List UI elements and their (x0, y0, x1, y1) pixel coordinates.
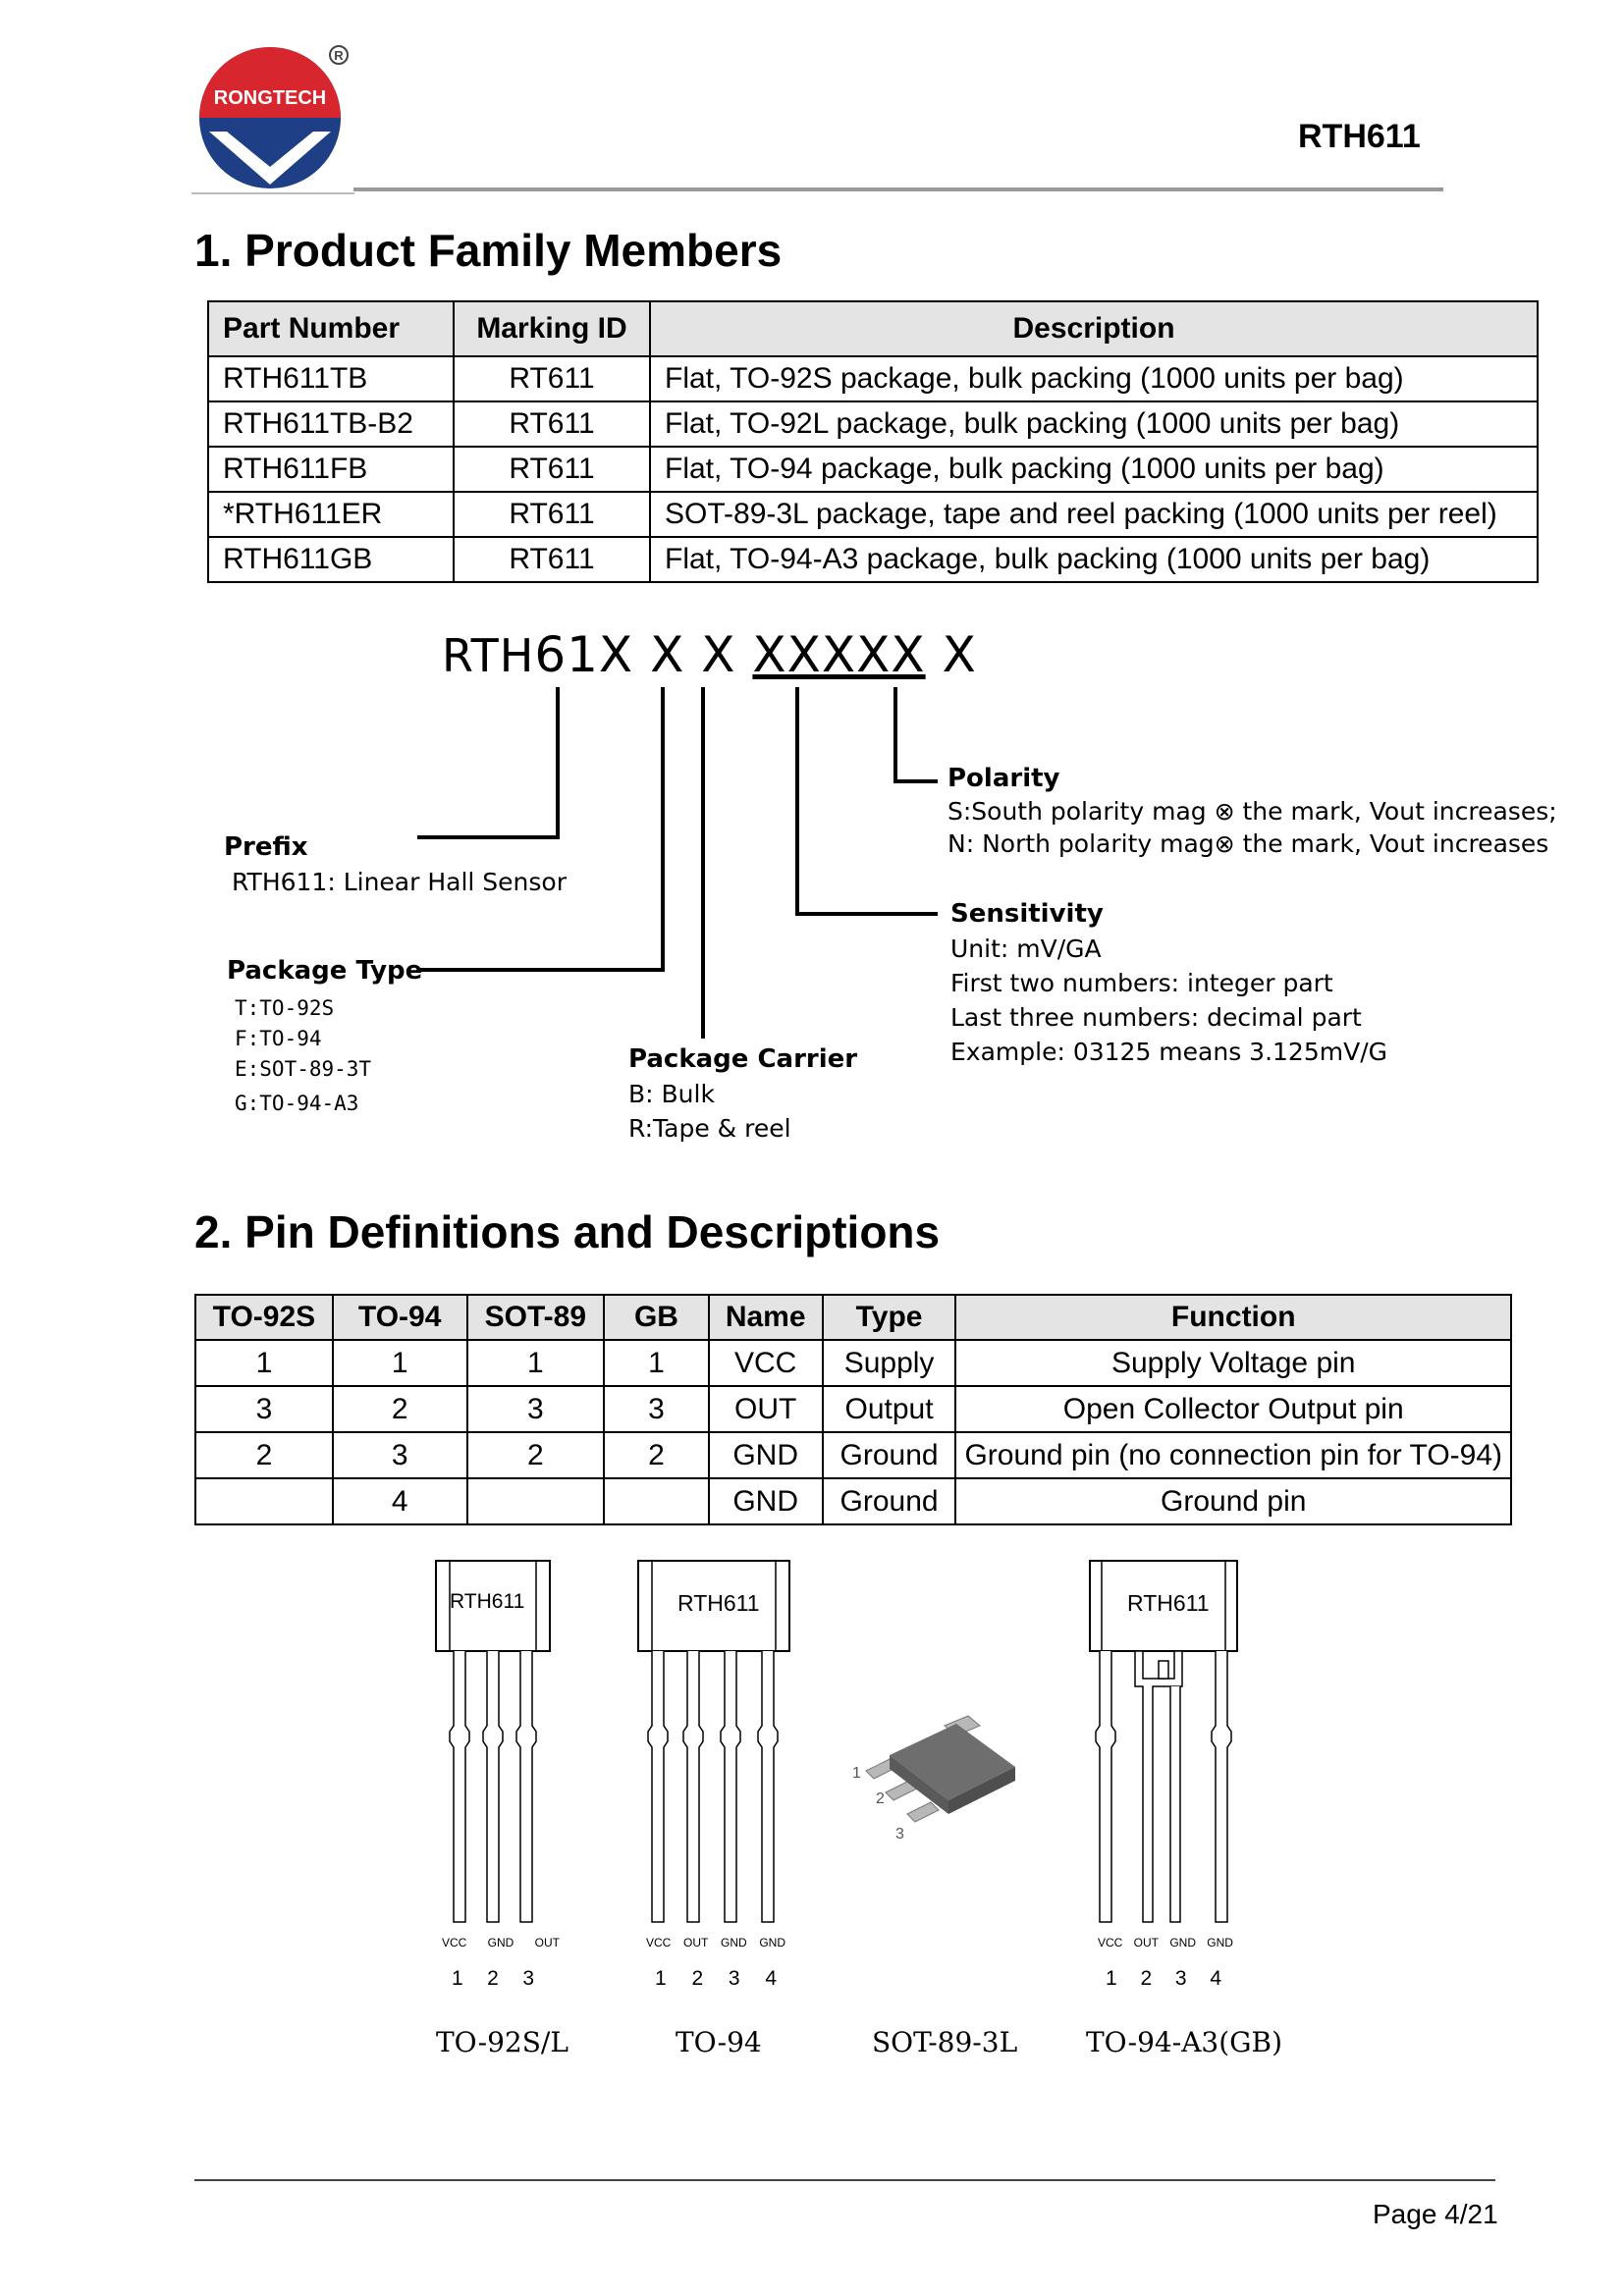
pin-gb: 2 (604, 1432, 709, 1478)
package-carrier-line: B: Bulk (628, 1080, 715, 1108)
pin-number: 2 (487, 1967, 499, 1990)
prefix-block (224, 832, 567, 896)
package-type-line: T:TO-92S (235, 996, 335, 1020)
package-pin-numbers (655, 1967, 777, 1991)
part-number: RTH611TB (208, 356, 454, 401)
package-type-title: Package Type (227, 956, 423, 986)
pin-name: GND (709, 1478, 823, 1524)
pin-gb: 3 (604, 1386, 709, 1432)
pin-label: VCC (442, 1936, 467, 1949)
polarity-block (947, 764, 1557, 858)
pin-to94: 2 (333, 1386, 467, 1432)
package-carrier-line: R:Tape & reel (628, 1114, 791, 1143)
pin-number: 1 (1106, 1967, 1117, 1990)
sensitivity-title: Sensitivity (950, 899, 1104, 929)
footer-divider (194, 2179, 1495, 2181)
pin-label: OUT (534, 1936, 560, 1949)
pin-sot89 (467, 1478, 605, 1524)
sot89-pin-number: 3 (895, 1826, 904, 1842)
pin-number: 1 (655, 1967, 667, 1990)
document-title: RTH611 (1298, 118, 1421, 155)
package-to94-drawing (636, 1559, 803, 1991)
package-name: TO-94 (676, 2026, 762, 2058)
pin-number: 2 (691, 1967, 704, 1990)
pin-to92s (195, 1478, 333, 1524)
table-header-row (195, 1295, 1511, 1340)
code-sensitivity: XXXXX (752, 626, 926, 683)
part-number: RTH611GB (208, 537, 454, 582)
code-polarity: X (942, 626, 977, 683)
package-pin-labels (646, 1936, 785, 1949)
package-pin-numbers (1106, 1967, 1221, 1991)
header-name: Name (709, 1295, 823, 1340)
header-function: Function (955, 1295, 1511, 1340)
header-gb: GB (604, 1295, 709, 1340)
package-marking: RTH611 (450, 1590, 525, 1613)
header-description: Description (650, 301, 1538, 356)
description: Flat, TO-94-A3 package, bulk packing (1000 units per bag) (650, 537, 1538, 582)
pin-sot89: 1 (467, 1340, 605, 1386)
pin-label: GND (1207, 1936, 1233, 1949)
pin-type: Ground (823, 1432, 956, 1478)
logo-text: RONGTECH (213, 87, 327, 109)
polarity-title: Polarity (947, 764, 1060, 793)
pin-number: 2 (1140, 1967, 1153, 1990)
marking-id: RT611 (454, 356, 650, 401)
pin-number: 3 (1174, 1967, 1187, 1990)
pin-type: Supply (823, 1340, 956, 1386)
page-number: Page 4/21 (1373, 2199, 1498, 2229)
sensitivity-line: Example: 03125 means 3.125mV/G (950, 1038, 1387, 1066)
pin-label: VCC (646, 1936, 672, 1949)
pin-label: GND (1169, 1936, 1196, 1949)
pin-sot89: 3 (467, 1386, 605, 1432)
header-sot89: SOT-89 (467, 1295, 605, 1340)
polarity-line: S:South polarity mag ⊗ the mark, Vout increases; (947, 797, 1557, 826)
pin-gb (604, 1478, 709, 1524)
pin-type: Ground (823, 1478, 956, 1524)
description: Flat, TO-92L package, bulk packing (1000 units per bag) (650, 401, 1538, 447)
pin-to92s: 2 (195, 1432, 333, 1478)
pin-to94: 4 (333, 1478, 467, 1524)
pin-function: Ground pin (955, 1478, 1511, 1524)
pin-label: OUT (1133, 1936, 1159, 1949)
part-number: RTH611TB-B2 (208, 401, 454, 447)
pin-label: OUT (683, 1936, 709, 1949)
pin-to94: 1 (333, 1340, 467, 1386)
table-row (195, 1340, 1511, 1386)
pin-label: GND (721, 1936, 747, 1949)
header-to92s: TO-92S (195, 1295, 333, 1340)
pin-label: GND (759, 1936, 785, 1949)
table-row (195, 1432, 1511, 1478)
pin-number: 1 (452, 1967, 463, 1990)
pin-function: Supply Voltage pin (955, 1340, 1511, 1386)
marking-id: RT611 (454, 401, 650, 447)
table-row (195, 1478, 1511, 1524)
svg-text:R: R (334, 48, 344, 63)
polarity-line: N: North polarity mag⊗ the mark, Vout increases (947, 829, 1549, 858)
section-title-pins: 2. Pin Definitions and Descriptions (194, 1206, 941, 1257)
pin-label: VCC (1098, 1936, 1123, 1949)
pin-type: Output (823, 1386, 956, 1432)
code-main: 61X X X (534, 626, 736, 683)
package-carrier-block (628, 1042, 857, 1146)
section-title-family: 1. Product Family Members (194, 225, 783, 276)
marking-id: RT611 (454, 447, 650, 492)
header-to94: TO-94 (333, 1295, 467, 1340)
pin-function: Ground pin (no connection pin for TO-94) (955, 1432, 1511, 1478)
prefix-title: Prefix (224, 832, 308, 862)
pin-number: 4 (765, 1967, 777, 1990)
sensitivity-line: Last three numbers: decimal part (950, 1003, 1362, 1032)
pin-label: GND (487, 1936, 514, 1949)
description: SOT-89-3L package, tape and reel packing (1000 units per reel) (650, 492, 1538, 537)
header-part-number: Part Number (208, 301, 454, 356)
code-prefix: RTH (442, 629, 535, 682)
pin-gb: 1 (604, 1340, 709, 1386)
header-type: Type (823, 1295, 956, 1340)
pin-to92s: 3 (195, 1386, 333, 1432)
package-name: SOT-89-3L (872, 2026, 1018, 2058)
description: Flat, TO-92S package, bulk packing (1000 units per bag) (650, 356, 1538, 401)
package-to92s-drawing (422, 1559, 569, 1991)
package-carrier-title: Package Carrier (628, 1044, 858, 1074)
prefix-text: RTH611: Linear Hall Sensor (232, 868, 568, 896)
package-to94a3-drawing (1088, 1559, 1245, 1991)
package-pin-numbers (452, 1967, 534, 1991)
marking-id: RT611 (454, 492, 650, 537)
sensitivity-line: First two numbers: integer part (950, 969, 1333, 997)
package-type-line: F:TO-94 (235, 1027, 322, 1050)
header-marking-id: Marking ID (454, 301, 650, 356)
package-pin-labels (442, 1936, 560, 1949)
sot89-pin-number: 2 (876, 1790, 885, 1807)
package-marking: RTH611 (1127, 1590, 1210, 1616)
part-number: RTH611FB (208, 447, 454, 492)
pin-number: 3 (522, 1967, 534, 1990)
part-number: *RTH611ER (208, 492, 454, 537)
package-type-line: E:SOT-89-3T (235, 1057, 372, 1081)
pin-to94: 3 (333, 1432, 467, 1478)
package-name: TO-92S/L (436, 2026, 568, 2058)
pin-name: GND (709, 1432, 823, 1478)
sensitivity-block (950, 897, 1387, 1069)
package-type-block (227, 956, 422, 1119)
pin-sot89: 2 (467, 1432, 605, 1478)
package-pin-labels (1098, 1936, 1233, 1949)
table-row (195, 1386, 1511, 1432)
pin-number: 3 (728, 1967, 740, 1990)
pin-function: Open Collector Output pin (955, 1386, 1511, 1432)
pin-table (194, 1294, 1512, 1525)
pin-name: OUT (709, 1386, 823, 1432)
package-marking: RTH611 (677, 1590, 760, 1616)
package-name: TO-94-A3(GB) (1086, 2026, 1283, 2058)
marking-id: RT611 (454, 537, 650, 582)
pin-name: VCC (709, 1340, 823, 1386)
sensitivity-line: Unit: mV/GA (950, 934, 1102, 963)
package-type-line: G:TO-94-A3 (235, 1092, 359, 1115)
pin-number: 4 (1210, 1967, 1221, 1990)
sot89-pin-number: 1 (852, 1765, 861, 1782)
pin-to92s: 1 (195, 1340, 333, 1386)
package-sot89-drawing (846, 1698, 1033, 1845)
description: Flat, TO-94 package, bulk packing (1000 units per bag) (650, 447, 1538, 492)
